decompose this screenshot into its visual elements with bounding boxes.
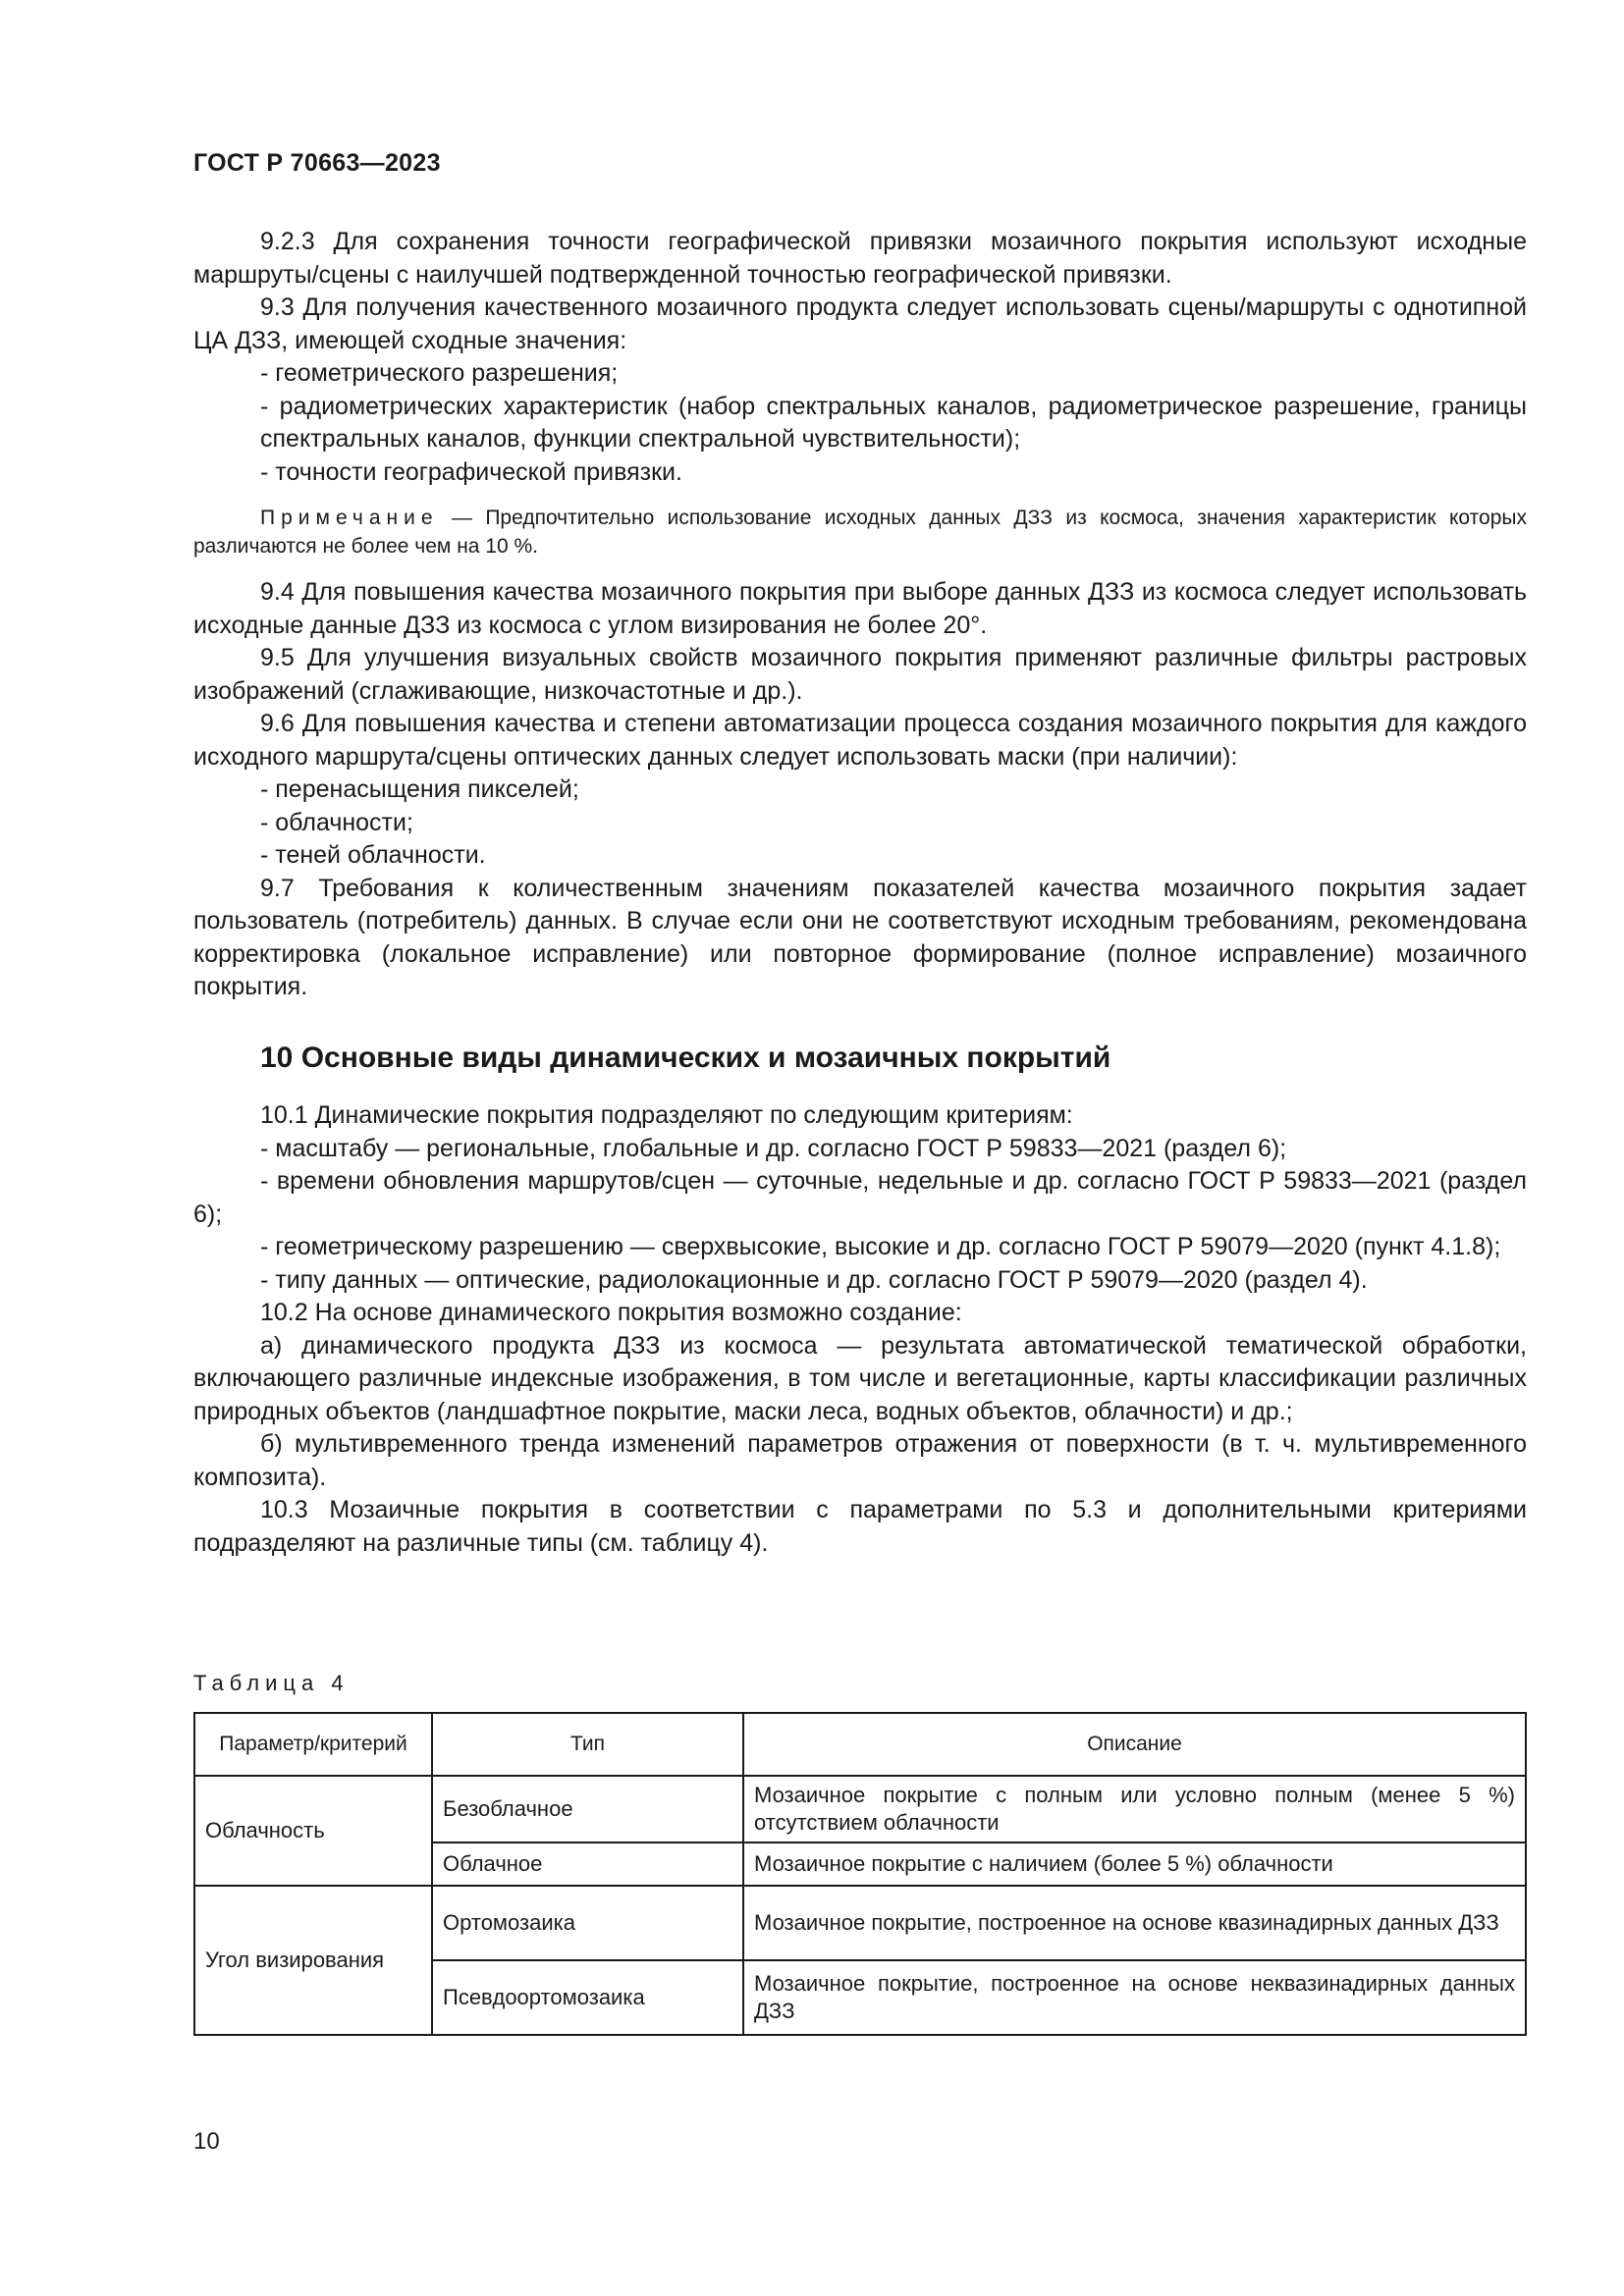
description-cell: Мозаичное покрытие, построенное на основе квазинадирных данных ДЗЗ <box>743 1886 1526 1960</box>
note <box>193 504 1527 561</box>
type-cell: Облачное <box>432 1842 743 1886</box>
paragraph-10-1: 10.1 Динамические покрытия подразделяют по следующим критериям: <box>260 1101 1073 1129</box>
paragraph-10-2: 10.2 На основе динамического покрытия возможно создание: <box>260 1299 962 1326</box>
note-label: Примечание <box>260 507 439 529</box>
description-cell: Мозаичное покрытие с наличием (более 5 %) облачности <box>743 1842 1526 1886</box>
param-cell: Угол визирования <box>194 1886 432 2035</box>
type-cell: Безоблачное <box>432 1776 743 1842</box>
list-item: - радиометрических характеристик (набор спектральных каналов, радиометрическое разрешение, границы спектральных каналов, функции спектральной чувствительности); <box>260 392 1527 453</box>
table-4 <box>193 1712 1527 2036</box>
description-cell: Мозаичное покрытие с полным или условно полным (менее 5 %) отсутствием облачности <box>743 1776 1526 1842</box>
list-item-b: б) мультивременного тренда изменений параметров отражения от поверхности (в т. ч. мультивременного композита). <box>193 1430 1527 1491</box>
list-item-a: а) динамического продукта ДЗЗ из космоса — результата автоматической тематической обработки, включающего различные индексные изображения, в том числе и вегетационные, карты классификации различных природных объектов (ландшафтное покрытие, маски леса, водных объектов, облачности) и др.; <box>193 1331 1527 1425</box>
type-cell: Псевдоортомозаика <box>432 1960 743 2035</box>
list-item: - геометрического разрешения; <box>260 359 619 387</box>
section-title-10: 10 Основные виды динамических и мозаичных покрытий <box>260 1041 1111 1074</box>
list-item: - масштабу — региональные, глобальные и др. согласно ГОСТ Р 59833—2021 (раздел 6); <box>260 1134 1287 1162</box>
list-item: - времени обновления маршрутов/сцен — суточные, недельные и др. согласно ГОСТ Р 59833—2021 (раздел 6); <box>193 1167 1527 1228</box>
paragraph-9-3: 9.3 Для получения качественного мозаичного продукта следует использовать сцены/маршруты с однотипной ЦА ДЗЗ, имеющей сходные значения: <box>193 294 1527 354</box>
list-item: - точности географической привязки. <box>260 457 682 486</box>
table-caption: Таблица 4 <box>193 1671 350 1695</box>
note-text: — Предпочтительно использование исходных данных ДЗЗ из космоса, значения характеристик которых различаются не более чем на 10 %. <box>193 507 1527 558</box>
page-number: 10 <box>193 2128 220 2155</box>
list-item: - теней облачности. <box>260 841 486 869</box>
paragraph-9-7: 9.7 Требования к количественным значениям показателей качества мозаичного покрытия задает пользователь (потребитель) данных. В случае если они не соответствуют исходным требованиям, рекомендована корректировка (локальное исправление) или повторное формирование (полное исправление) мозаичного покрытия. <box>193 874 1527 1000</box>
paragraph-9-5: 9.5 Для улучшения визуальных свойств мозаичного покрытия применяют различные фильтры растровых изображений (сглаживающие, низкочастотные и др.). <box>193 644 1527 705</box>
document-body <box>193 226 1527 1560</box>
list-item: - типу данных — оптические, радиолокационные и др. согласно ГОСТ Р 59079—2020 (раздел 4). <box>260 1265 1368 1294</box>
type-cell: Ортомозаика <box>432 1886 743 1960</box>
paragraph-10-3: 10.3 Мозаичные покрытия в соответствии с параметрами по 5.3 и дополнительными критериями подразделяют на различные типы (см. таблицу 4). <box>193 1496 1527 1557</box>
table-row <box>194 1776 1526 1842</box>
column-header: Описание <box>743 1713 1526 1776</box>
paragraph-9-4: 9.4 Для повышения качества мозаичного покрытия при выборе данных ДЗЗ из космоса следует использовать исходные данные ДЗЗ из космоса с углом визирования не более 20°. <box>193 578 1527 639</box>
description-cell: Мозаичное покрытие, построенное на основе неквазинадирных данных ДЗЗ <box>743 1960 1526 2035</box>
list-item: - облачности; <box>260 808 413 836</box>
standard-designation: ГОСТ Р 70663—2023 <box>193 149 441 177</box>
table-header-row <box>194 1713 1526 1776</box>
param-cell: Облачность <box>194 1776 432 1886</box>
paragraph-9-6: 9.6 Для повышения качества и степени автоматизации процесса создания мозаичного покрытия для каждого исходного маршрута/сцены оптических данных следует использовать маски (при наличии): <box>193 710 1527 771</box>
table-row <box>194 1886 1526 1960</box>
paragraph-9-2-3: 9.2.3 Для сохранения точности географической привязки мозаичного покрытия используют исходные маршруты/сцены с наилучшей подтвержденной точностью географической привязки. <box>193 228 1527 289</box>
column-header: Параметр/критерий <box>194 1713 432 1776</box>
column-header: Тип <box>432 1713 743 1776</box>
list-item: - геометрическому разрешению — сверхвысокие, высокие и др. согласно ГОСТ Р 59079—2020 (пункт 4.1.8); <box>260 1233 1501 1260</box>
list-item: - перенасыщения пикселей; <box>260 775 579 803</box>
